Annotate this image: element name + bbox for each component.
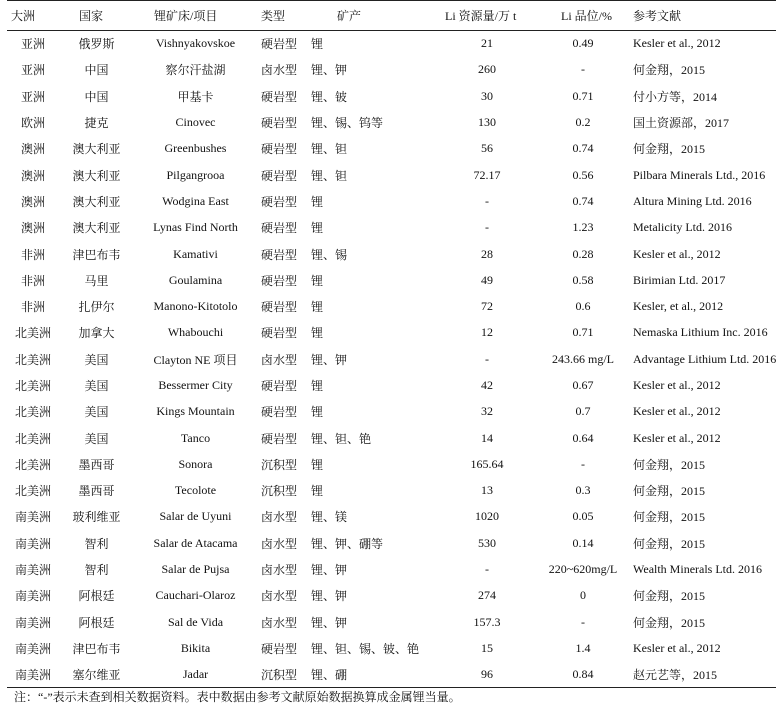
cell-grade: 1.4 [575,640,591,655]
cell-country: 阿根廷 [78,615,115,630]
table-header-row [7,1,776,31]
cell-resource: 274 [478,588,496,603]
cell-resource: 49 [481,272,493,287]
cell-grade: 0.14 [572,535,594,550]
cell-minerals: 锂 [311,273,324,288]
table-row [7,188,776,214]
cell-reference: Kesler et al., 2012 [633,36,721,51]
header-resource: Li 资源量/万 t [445,9,517,23]
cell-deposit: Sal de Vida [167,614,224,629]
cell-resource: 1020 [475,509,499,524]
cell-type: 硬岩型 [261,431,298,446]
cell-grade: 0.28 [572,246,594,261]
cell-grade: 0.84 [572,667,594,682]
cell-type: 卤水型 [261,615,298,630]
cell-continent: 南美洲 [14,615,51,630]
table-row [7,162,776,188]
cell-reference: Birimian Ltd. 2017 [633,272,726,287]
cell-deposit: Sonora [178,456,213,471]
cell-country: 津巴布韦 [72,641,121,656]
cell-reference: Altura Mining Ltd. 2016 [633,193,752,208]
cell-type: 硬岩型 [261,379,298,393]
cell-deposit: Salar de Uyuni [159,509,232,524]
cell-type: 硬岩型 [261,300,298,315]
cell-type: 硬岩型 [261,273,298,288]
table-footnote: 注：“-”表示未查到相关数据资料。表中数据由参考文献原始数据换算成金属锂当量。 [14,690,461,704]
cell-type: 硬岩型 [261,221,298,236]
cell-resource: 72 [481,299,493,314]
cell-deposit: Tanco [180,430,211,445]
table-row [7,556,776,582]
cell-deposit: Goulamina [168,272,223,287]
cell-grade: 0.2 [575,115,591,130]
cell-minerals: 锂、钽 [311,142,348,157]
cell-continent: 北美洲 [14,352,51,367]
cell-continent: 澳洲 [20,168,45,183]
table-row [7,241,776,267]
cell-grade: 0.7 [575,404,591,419]
cell-reference: 国土资源部，2017 [633,116,730,131]
cell-grade: 0.74 [572,141,594,156]
cell-resource: 72.17 [473,167,501,182]
cell-reference: 何金翔，2015 [633,142,706,157]
cell-continent: 澳洲 [20,221,45,236]
cell-minerals: 锂 [311,457,324,472]
cell-grade: 220~620mg/L [548,562,618,577]
table-row [7,609,776,635]
cell-type: 硬岩型 [261,89,298,104]
cell-grade: 0.71 [572,325,594,340]
header-minerals: 矿产 [337,9,362,23]
cell-deposit: 甲基卡 [177,89,214,104]
header-reference: 参考文献 [633,9,682,23]
table-row [7,372,776,398]
table-row [7,293,776,319]
cell-type: 沉积型 [261,457,298,472]
cell-reference: Kesler, et al., 2012 [633,299,724,314]
table-row [7,320,776,346]
cell-reference: 付小方等，2014 [633,89,718,104]
cell-continent: 南美洲 [14,563,51,578]
cell-reference: Kesler et al., 2012 [633,640,721,655]
cell-country: 智利 [84,536,109,551]
table-row [7,346,776,372]
cell-type: 硬岩型 [261,168,298,183]
cell-deposit: Whabouchi [167,325,224,340]
cell-resource: - [485,193,489,208]
cell-deposit: Greenbushes [164,141,227,156]
table-row [7,136,776,162]
cell-country: 玻利维亚 [72,510,121,525]
table-row [7,109,776,135]
cell-country: 智利 [84,563,109,578]
cell-continent: 亚洲 [20,63,45,78]
cell-minerals: 锂、钽、锡、铍、铯 [311,641,420,656]
cell-resource: 260 [478,62,496,77]
table-row [7,662,776,688]
cell-type: 卤水型 [261,510,298,525]
cell-type: 硬岩型 [261,326,298,341]
cell-deposit: Bessermer City [158,378,233,392]
cell-continent: 澳洲 [20,194,45,209]
cell-resource: - [485,220,489,235]
cell-resource: 13 [481,483,493,498]
cell-reference: 何金翔，2015 [633,589,706,604]
cell-country: 中国 [84,63,109,78]
cell-deposit: Cauchari-Olaroz [155,588,236,603]
cell-reference: Kesler et al., 2012 [633,246,721,261]
cell-reference: Metalicity Ltd. 2016 [633,220,732,235]
cell-country: 捷克 [84,116,109,131]
cell-type: 卤水型 [261,352,298,367]
cell-resource: 28 [481,246,493,261]
cell-continent: 北美洲 [14,457,51,472]
cell-grade: 0.67 [572,378,594,392]
cell-type: 硬岩型 [261,405,298,420]
cell-country: 美国 [84,405,109,420]
cell-resource: 165.64 [470,456,504,471]
lithium-deposits-table-container [7,0,776,688]
cell-country: 美国 [84,352,109,367]
cell-resource: 157.3 [473,614,501,629]
cell-deposit: Lynas Find North [153,220,238,235]
cell-grade: 0.58 [572,272,594,287]
cell-deposit: Clayton NE 项目 [153,352,238,367]
cell-reference: 赵元艺等，2015 [633,668,718,683]
cell-grade: 0 [580,588,586,603]
cell-deposit: Pilgangrooa [166,167,225,182]
cell-continent: 澳洲 [20,142,45,157]
cell-continent: 非洲 [20,247,45,262]
cell-resource: 12 [481,325,493,340]
table-row [7,425,776,451]
cell-reference: 何金翔，2015 [633,510,706,525]
cell-grade: 1.23 [572,220,594,235]
cell-continent: 南美洲 [14,536,51,551]
cell-minerals: 锂、钾 [311,352,348,367]
cell-resource: 15 [481,640,493,655]
cell-minerals: 锂、锡、钨等 [311,116,384,131]
cell-deposit: Salar de Atacama [153,535,238,550]
cell-grade: 0.74 [572,193,594,208]
table-row [7,635,776,661]
cell-country: 美国 [84,379,109,393]
cell-reference: Kesler et al., 2012 [633,378,721,392]
cell-reference: 何金翔，2015 [633,536,706,551]
cell-type: 硬岩型 [261,142,298,157]
header-deposit: 锂矿床/项目 [154,9,218,23]
cell-deposit: Jadar [182,667,209,682]
cell-continent: 亚洲 [20,37,45,52]
cell-resource: 42 [481,378,493,392]
cell-grade: 0.56 [572,167,594,182]
cell-grade: - [581,62,585,77]
cell-minerals: 锂 [311,484,324,499]
cell-continent: 北美洲 [14,379,51,393]
table-row [7,530,776,556]
cell-type: 硬岩型 [261,194,298,209]
table-row [7,83,776,109]
cell-country: 墨西哥 [78,457,115,472]
cell-minerals: 锂、硼 [311,668,348,683]
table-row [7,31,776,57]
cell-type: 硬岩型 [261,247,298,262]
cell-continent: 北美洲 [14,484,51,499]
cell-minerals: 锂 [311,405,324,420]
cell-type: 硬岩型 [261,116,298,131]
cell-grade: 0.6 [575,299,591,314]
cell-continent: 欧洲 [20,116,45,131]
cell-deposit: Salar de Pujsa [161,562,230,577]
cell-deposit: Wodgina East [162,193,229,208]
cell-country: 阿根廷 [78,589,115,604]
cell-reference: 何金翔，2015 [633,615,706,630]
cell-reference: Advantage Lithium Ltd. 2016 [633,351,776,366]
header-type: 类型 [261,9,286,23]
cell-deposit: Vishnyakovskoe [155,36,236,51]
cell-minerals: 锂、钽 [311,168,348,183]
cell-country: 中国 [84,89,109,104]
header-continent: 大洲 [11,9,36,23]
cell-grade: 0.64 [572,430,594,445]
cell-country: 澳大利亚 [72,142,121,157]
cell-type: 硬岩型 [261,641,298,656]
lithium-deposits-table [7,0,776,688]
cell-grade: 243.66 mg/L [552,351,614,366]
cell-continent: 南美洲 [14,668,51,683]
table-row [7,57,776,83]
cell-continent: 北美洲 [14,405,51,420]
cell-country: 俄罗斯 [78,37,115,52]
cell-resource: 130 [478,115,496,130]
cell-country: 马里 [84,273,109,288]
cell-minerals: 锂、钾 [311,615,348,630]
cell-deposit: Tecolote [174,483,217,498]
cell-deposit: 察尔汗盐湖 [165,63,226,78]
cell-minerals: 锂、镁 [311,510,348,525]
cell-reference: 何金翔，2015 [633,484,706,499]
cell-continent: 北美洲 [14,431,51,446]
cell-type: 硬岩型 [261,37,298,52]
cell-reference: Pilbara Minerals Ltd., 2016 [633,167,766,182]
table-body [7,31,776,688]
cell-minerals: 锂 [311,221,324,236]
cell-minerals: 锂、钾、硼等 [311,536,384,551]
cell-minerals: 锂、钾 [311,589,348,604]
cell-continent: 非洲 [20,273,45,288]
cell-minerals: 锂、钾 [311,63,348,78]
cell-country: 澳大利亚 [72,168,121,183]
cell-grade: 0.71 [572,88,594,103]
cell-deposit: Cinovec [175,115,216,130]
cell-type: 卤水型 [261,563,298,578]
cell-reference: 何金翔，2015 [633,63,706,78]
cell-minerals: 锂 [311,300,324,315]
cell-minerals: 锂 [311,37,324,52]
cell-resource: 530 [478,535,496,550]
cell-minerals: 锂、锡 [311,247,348,262]
cell-country: 墨西哥 [78,484,115,499]
cell-type: 卤水型 [261,589,298,604]
cell-deposit: Bikita [180,640,211,655]
cell-grade: - [581,456,585,471]
cell-continent: 北美洲 [14,326,51,341]
cell-grade: 0.49 [572,36,594,51]
cell-resource: - [485,351,489,366]
cell-reference: Kesler et al., 2012 [633,404,721,419]
table-row [7,504,776,530]
cell-minerals: 锂、铍 [311,89,348,104]
cell-grade: 0.3 [575,483,591,498]
cell-reference: 何金翔，2015 [633,457,706,472]
cell-country: 津巴布韦 [72,247,121,262]
cell-resource: 14 [481,430,493,445]
cell-reference: Kesler et al., 2012 [633,430,721,445]
cell-minerals: 锂、钾 [311,563,348,578]
cell-continent: 南美洲 [14,589,51,604]
cell-country: 塞尔维亚 [72,668,121,683]
header-country: 国家 [79,9,104,23]
cell-resource: 21 [481,36,493,51]
cell-country: 澳大利亚 [72,221,121,236]
cell-continent: 南美洲 [14,510,51,525]
cell-continent: 南美洲 [14,641,51,656]
cell-country: 扎伊尔 [78,300,115,315]
cell-continent: 非洲 [20,300,45,315]
cell-country: 澳大利亚 [72,194,121,209]
cell-grade: - [581,614,585,629]
table-row [7,583,776,609]
cell-minerals: 锂 [311,326,324,341]
cell-minerals: 锂、钽、铯 [311,431,372,446]
cell-type: 沉积型 [261,484,298,499]
header-grade: Li 品位/% [561,9,612,23]
cell-country: 美国 [84,431,109,446]
cell-minerals: 锂 [311,194,324,209]
cell-country: 加拿大 [78,326,115,341]
cell-deposit: Manono-Kitotolo [153,299,238,314]
cell-continent: 亚洲 [20,89,45,104]
table-row [7,267,776,293]
cell-type: 卤水型 [261,63,298,78]
cell-reference: Wealth Minerals Ltd. 2016 [633,562,763,577]
cell-deposit: Kamativi [173,246,218,261]
cell-reference: Nemaska Lithium Inc. 2016 [633,325,768,340]
cell-resource: - [485,562,489,577]
cell-deposit: Kings Mountain [156,404,235,419]
table-row [7,478,776,504]
cell-type: 卤水型 [261,536,298,551]
cell-type: 沉积型 [261,668,298,683]
table-row [7,451,776,477]
cell-resource: 30 [481,88,493,103]
cell-resource: 32 [481,404,493,419]
table-row [7,399,776,425]
table-row [7,215,776,241]
cell-minerals: 锂 [311,379,324,393]
cell-grade: 0.05 [572,509,594,524]
cell-resource: 56 [481,141,493,156]
cell-resource: 96 [481,667,493,682]
